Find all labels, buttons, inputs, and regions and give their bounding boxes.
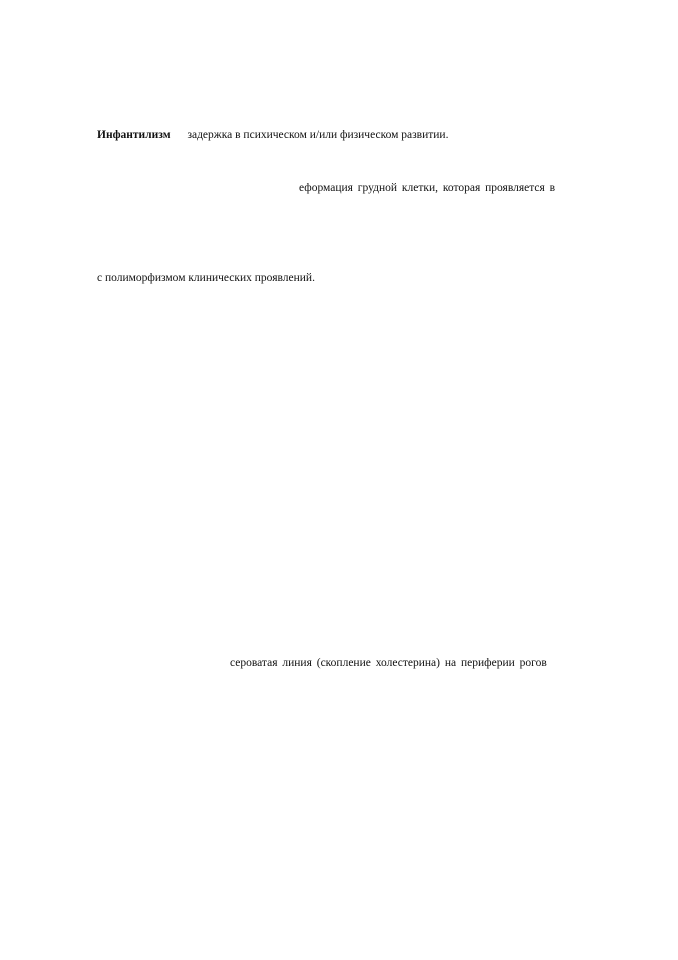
text-fragment-polymorphism: с полиморфизмом клинических проявлений. (97, 272, 315, 284)
term-definition: задержка в психическом и/или физическом развитии. (187, 129, 449, 141)
term-heading: Инфантилизм (97, 129, 171, 141)
text-fragment-cholesterol-line: сероватая линия (скопление холестерина) на периферии рогов (230, 657, 547, 669)
text-fragment-chest-deformation: еформация грудной клетки, которая проявляется в (299, 182, 556, 194)
definition-line-infantilism (97, 128, 448, 142)
